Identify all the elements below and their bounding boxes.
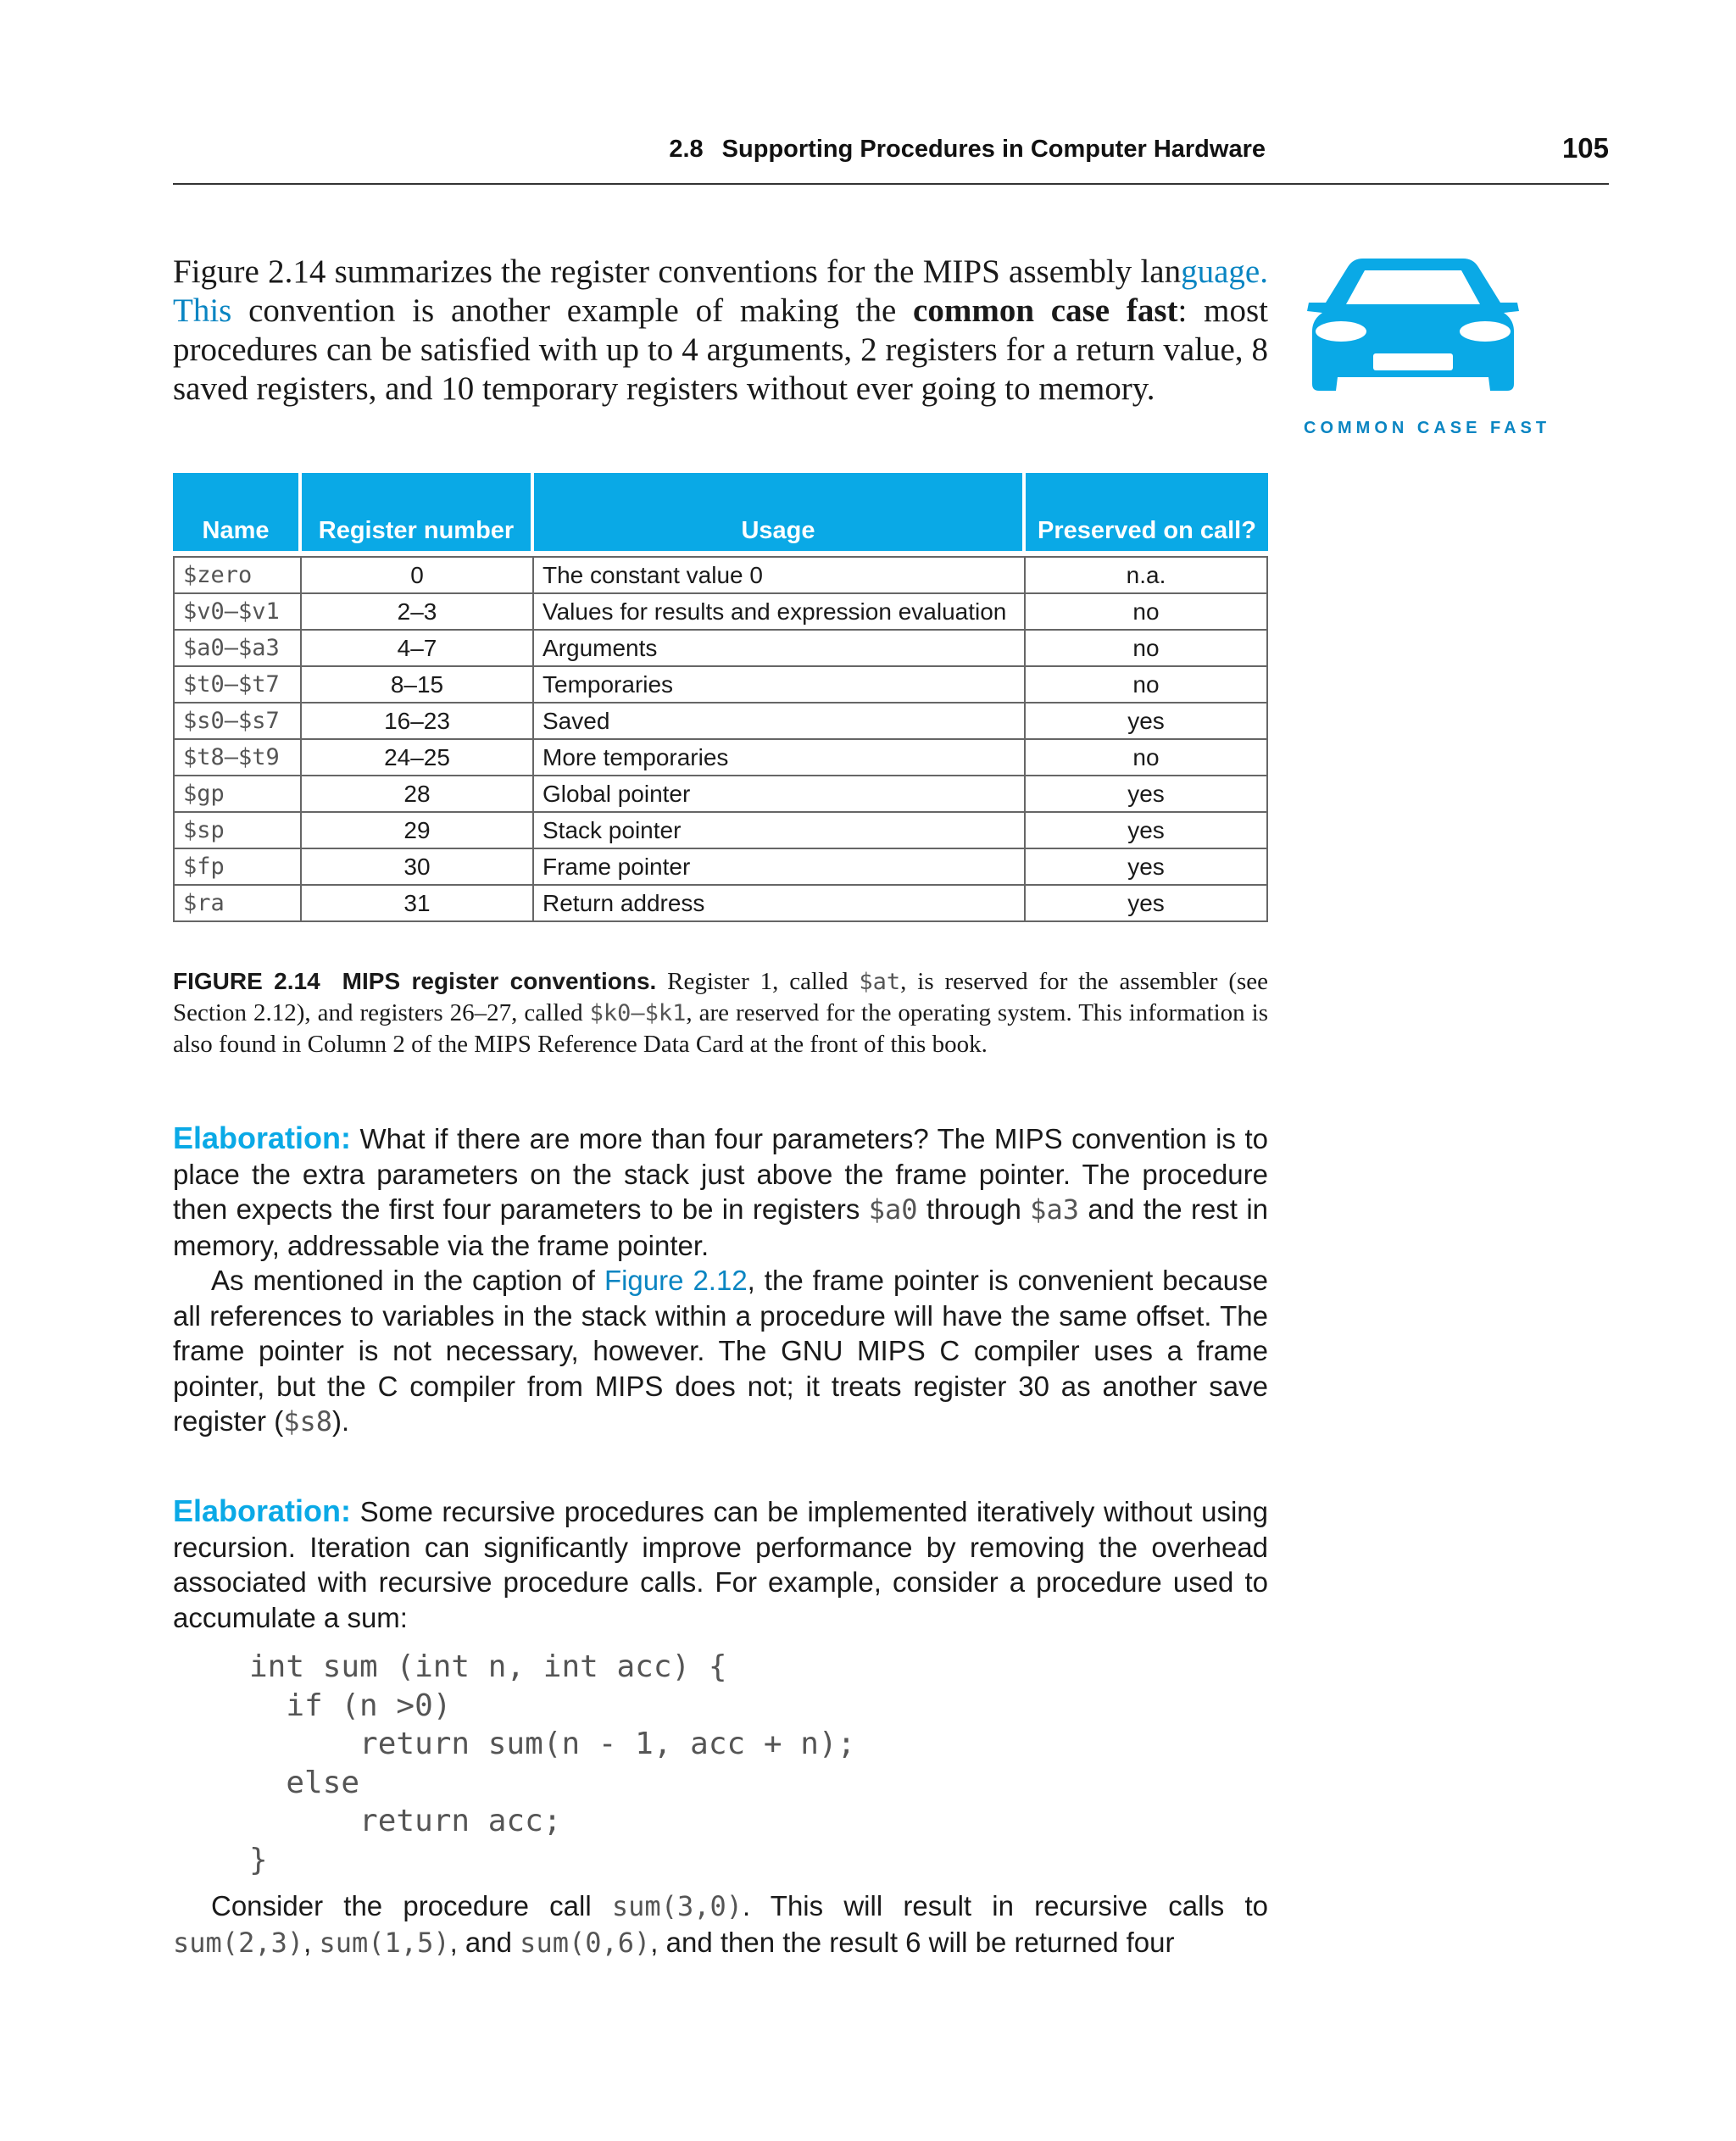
caption-text: , are reserved for the operating system. This information is also found in Column 2 of the MIPS Reference Data Card at the front of this book. — [173, 999, 1268, 1058]
elab-text: , the frame pointer is convenient because all references to variables in the stack within a procedure will have the same offset. The frame pointer is not necessary, however. The GNU MIPS C compiler uses a frame pointer, but the C compiler from MIPS does not; it treats register 30 as another save register ( — [173, 1265, 1268, 1437]
cell-preserved: no — [1026, 594, 1268, 631]
cell-preserved: no — [1026, 631, 1268, 667]
cell-usage: Frame pointer — [534, 849, 1026, 886]
cell-name: $t8–$t9 — [173, 740, 302, 776]
elab-code: $s8 — [283, 1405, 332, 1438]
cell-preserved: no — [1026, 740, 1268, 776]
intro-paragraph — [173, 253, 1268, 409]
cell-preserved: yes — [1026, 776, 1268, 813]
cell-number: 4–7 — [302, 631, 534, 667]
elab-text: , and — [449, 1926, 520, 1958]
elab-code: sum(0,6) — [520, 1926, 651, 1959]
intro-text: Figure 2.14 summarizes the register conventions for the MIPS assembly lan — [173, 253, 1182, 290]
cell-usage: Arguments — [534, 631, 1026, 667]
elab-code: sum(1,5) — [319, 1926, 450, 1959]
table-row — [173, 849, 1268, 886]
figure-label: FIGURE 2.14 — [173, 968, 320, 994]
code-block: int sum (int n, int acc) { if (n >0) return sum(n - 1, acc + n); else return acc; } — [249, 1649, 856, 1877]
table-row — [173, 776, 1268, 813]
elaboration-paragraph — [173, 1493, 1268, 1635]
cell-number: 24–25 — [302, 740, 534, 776]
cell-name: $s0–$s7 — [173, 703, 302, 740]
header-name: Name — [173, 473, 302, 556]
cell-preserved: yes — [1026, 813, 1268, 849]
figure-link[interactable]: Figure 2.12 — [604, 1265, 748, 1296]
elab-code: sum(2,3) — [173, 1926, 304, 1959]
elab-text: Some recursive procedures can be implemented iteratively without using recursion. Iteration can significantly improve performance by removing the overhead associated with recursive procedure calls. For example, consider a procedure used to accumulate a sum: — [173, 1496, 1268, 1633]
elab-text: As mentioned in the caption of — [211, 1265, 604, 1296]
caption-text: , is reserved for the assembler (see Section 2.12), and registers 26–27, called — [173, 968, 1268, 1026]
elaboration-2 — [173, 1493, 1268, 1635]
elab-text: Consider the procedure call — [211, 1890, 612, 1921]
cell-number: 8–15 — [302, 667, 534, 703]
section-number: 2.8 — [669, 136, 704, 163]
elab-code: $a3 — [1030, 1193, 1079, 1226]
cell-number: 29 — [302, 813, 534, 849]
cell-usage: Global pointer — [534, 776, 1026, 813]
table-row — [173, 703, 1268, 740]
elab-text: , — [303, 1926, 320, 1958]
elab-code: $a0 — [868, 1193, 918, 1226]
cell-name: $gp — [173, 776, 302, 813]
intro-text: : most procedures can be satisfied with up to 4 arguments, 2 registers for a return value, 8 saved registers, and 10 temporary registers without ever going to memory. — [173, 292, 1268, 407]
margin-label: COMMON CASE FAST — [1304, 419, 1551, 437]
cell-number: 31 — [302, 886, 534, 922]
car-icon-graphic — [1300, 250, 1526, 399]
cell-usage: Temporaries — [534, 667, 1026, 703]
intro-text: convention is another example of making the — [231, 292, 914, 329]
elaboration-heading: Elaboration: — [173, 1493, 352, 1528]
elaboration-paragraph — [173, 1121, 1268, 1263]
cell-name: $ra — [173, 886, 302, 922]
header-usage: Usage — [534, 473, 1026, 556]
section-heading — [669, 136, 1266, 164]
cell-usage: Saved — [534, 703, 1026, 740]
table-row — [173, 556, 1268, 594]
cell-name: $a0–$a3 — [173, 631, 302, 667]
caption-text: Register 1, called — [656, 968, 860, 995]
cell-usage: Return address — [534, 886, 1026, 922]
section-title: Supporting Procedures in Computer Hardware — [721, 136, 1266, 163]
elaboration-1 — [173, 1121, 1268, 1440]
cell-usage: Values for results and expression evaluation — [534, 594, 1026, 631]
table-row — [173, 631, 1268, 667]
header-register-number: Register number — [302, 473, 534, 556]
elab-text: What if there are more than four parameters? The MIPS convention is to place the extra parameters on the stack just above the frame pointer. The procedure then expects the first four parameters to be in registers — [173, 1123, 1268, 1225]
cell-number: 2–3 — [302, 594, 534, 631]
cell-name: $fp — [173, 849, 302, 886]
cell-name: $v0–$v1 — [173, 594, 302, 631]
cell-name: $sp — [173, 813, 302, 849]
cell-number: 28 — [302, 776, 534, 813]
elab-text: , and then the result 6 will be returned four — [650, 1926, 1175, 1958]
figure-caption — [173, 966, 1268, 1059]
page-number: 105 — [1561, 132, 1609, 164]
elab-text: and the rest in memory, addressable via the frame pointer. — [173, 1193, 1269, 1261]
elab-text: . This will result in recursive calls to — [743, 1890, 1268, 1921]
elaboration-paragraph — [173, 1888, 1268, 1960]
table-row — [173, 813, 1268, 849]
cell-usage: More temporaries — [534, 740, 1026, 776]
intro-link[interactable]: guage. This — [173, 253, 1268, 329]
running-header — [173, 127, 1609, 185]
cell-preserved: n.a. — [1026, 556, 1268, 594]
caption-code: $k0–$k1 — [589, 1000, 687, 1026]
cell-number: 16–23 — [302, 703, 534, 740]
cell-preserved: yes — [1026, 849, 1268, 886]
table-header-row — [173, 473, 1268, 556]
table-row — [173, 740, 1268, 776]
table-row — [173, 594, 1268, 631]
header-preserved: Preserved on call? — [1026, 473, 1268, 556]
elab-code: sum(3,0) — [611, 1890, 743, 1922]
cell-preserved: no — [1026, 667, 1268, 703]
cell-name: $t0–$t7 — [173, 667, 302, 703]
caption-code: $at — [859, 969, 901, 995]
elab-text: through — [917, 1193, 1031, 1225]
cell-preserved: yes — [1026, 886, 1268, 922]
cell-usage: The constant value 0 — [534, 556, 1026, 594]
figure-title: MIPS register conventions. — [342, 968, 657, 994]
cell-preserved: yes — [1026, 703, 1268, 740]
elaboration-heading: Elaboration: — [173, 1121, 352, 1155]
cell-usage: Stack pointer — [534, 813, 1026, 849]
register-table — [173, 473, 1268, 922]
cell-name: $zero — [173, 556, 302, 594]
elab-text: ). — [332, 1405, 350, 1437]
table-row — [173, 886, 1268, 922]
car-icon — [1300, 250, 1538, 403]
cell-number: 0 — [302, 556, 534, 594]
intro-bold: common case fast — [913, 292, 1178, 329]
table-row — [173, 667, 1268, 703]
cell-number: 30 — [302, 849, 534, 886]
elaboration-paragraph — [173, 1263, 1268, 1440]
